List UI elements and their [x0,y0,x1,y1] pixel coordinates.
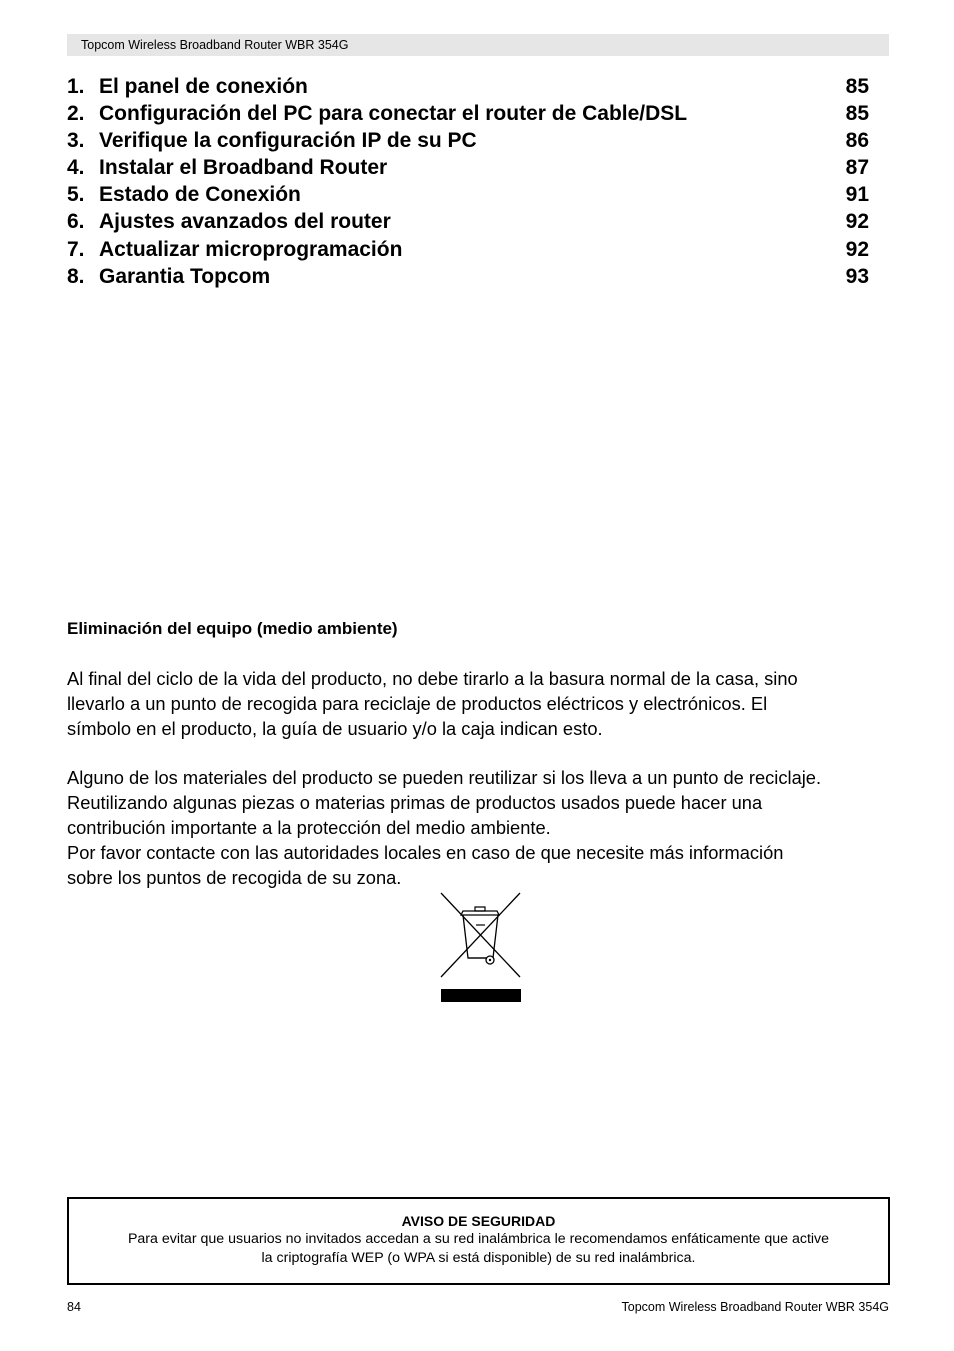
toc-page: 86 [845,129,869,153]
paragraph-line: Reutilizando algunas piezas o materias primas de productos usados puede hacer una [67,792,763,813]
toc-title: Actualizar microprogramación [99,237,403,261]
security-notice-box [67,1197,890,1285]
paragraph-line: llevarlo a un punto de recogida para reciclaje de productos eléctricos y electrónicos. El [67,693,768,714]
toc-number: 5. [67,183,85,207]
toc-entry [67,127,869,154]
toc-title: El panel de conexión [99,75,308,98]
toc-page: 85 [845,102,869,126]
paragraph-line: contribución importante a la protección del medio ambiente. [67,817,551,838]
paragraph-line: sobre los puntos de recogida de su zona. [67,867,402,888]
toc-page: 92 [845,237,869,261]
toc-number: 6. [67,210,85,234]
toc-page: 91 [845,183,869,207]
paragraph-line: símbolo en el producto, la guía de usuario y/o la caja indican esto. [67,718,603,739]
toc-title: Configuración del PC para conectar el router de Cable/DSL [99,102,688,126]
toc-number: 7. [67,237,85,261]
disposal-paragraph-2 [67,765,897,890]
toc-page: 92 [845,210,869,234]
paragraph-line: Alguno de los materiales del producto se pueden reutilizar si los lleva a un punto de reciclaje. [67,767,822,788]
toc-entry [67,181,869,208]
toc-title: Garantia Topcom [99,264,271,288]
toc-entry [67,154,869,181]
footer-title: Topcom Wireless Broadband Router WBR 354G [621,1300,889,1314]
toc-page: 93 [845,264,869,288]
toc-title: Estado de Conexión [99,183,301,207]
disposal-heading: Eliminación del equipo (medio ambiente) [67,619,398,638]
toc-entry [67,208,869,235]
notice-line: la criptografía WEP (o WPA si está disponible) de su red inalámbrica. [261,1250,696,1266]
toc-title: Verifique la configuración IP de su PC [99,129,477,153]
header-title: Topcom Wireless Broadband Router WBR 354G [81,38,349,52]
paragraph-line: Al final del ciclo de la vida del producto, no debe tirarlo a la basura normal de la casa, sino [67,668,798,689]
toc-number: 3. [67,129,85,153]
toc-number: 2. [67,102,85,126]
toc-number: 4. [67,156,85,180]
notice-line: Para evitar que usuarios no invitados accedan a su red inalámbrica le recomendamos enfáticamente que active [127,1231,830,1247]
toc-title: Ajustes avanzados del router [99,210,391,234]
crossed-out-wheelie-bin-icon [439,891,522,1003]
notice-title: AVISO DE SEGURIDAD [401,1213,556,1229]
toc-entry [67,236,869,263]
footer-page-number: 84 [67,1300,81,1314]
toc-number: 8. [67,264,85,288]
toc-entry [67,100,869,127]
toc-title: Instalar el Broadband Router [99,156,388,180]
toc-page: 87 [845,156,869,180]
table-of-contents [67,73,869,290]
toc-entry [67,73,869,100]
disposal-paragraph-1 [67,666,897,741]
paragraph-line: Por favor contacte con las autoridades locales en caso de que necesite más información [67,842,784,863]
page-header [67,34,889,56]
toc-entry [67,263,869,290]
toc-page: 85 [845,75,869,98]
toc-number: 1. [67,75,85,98]
